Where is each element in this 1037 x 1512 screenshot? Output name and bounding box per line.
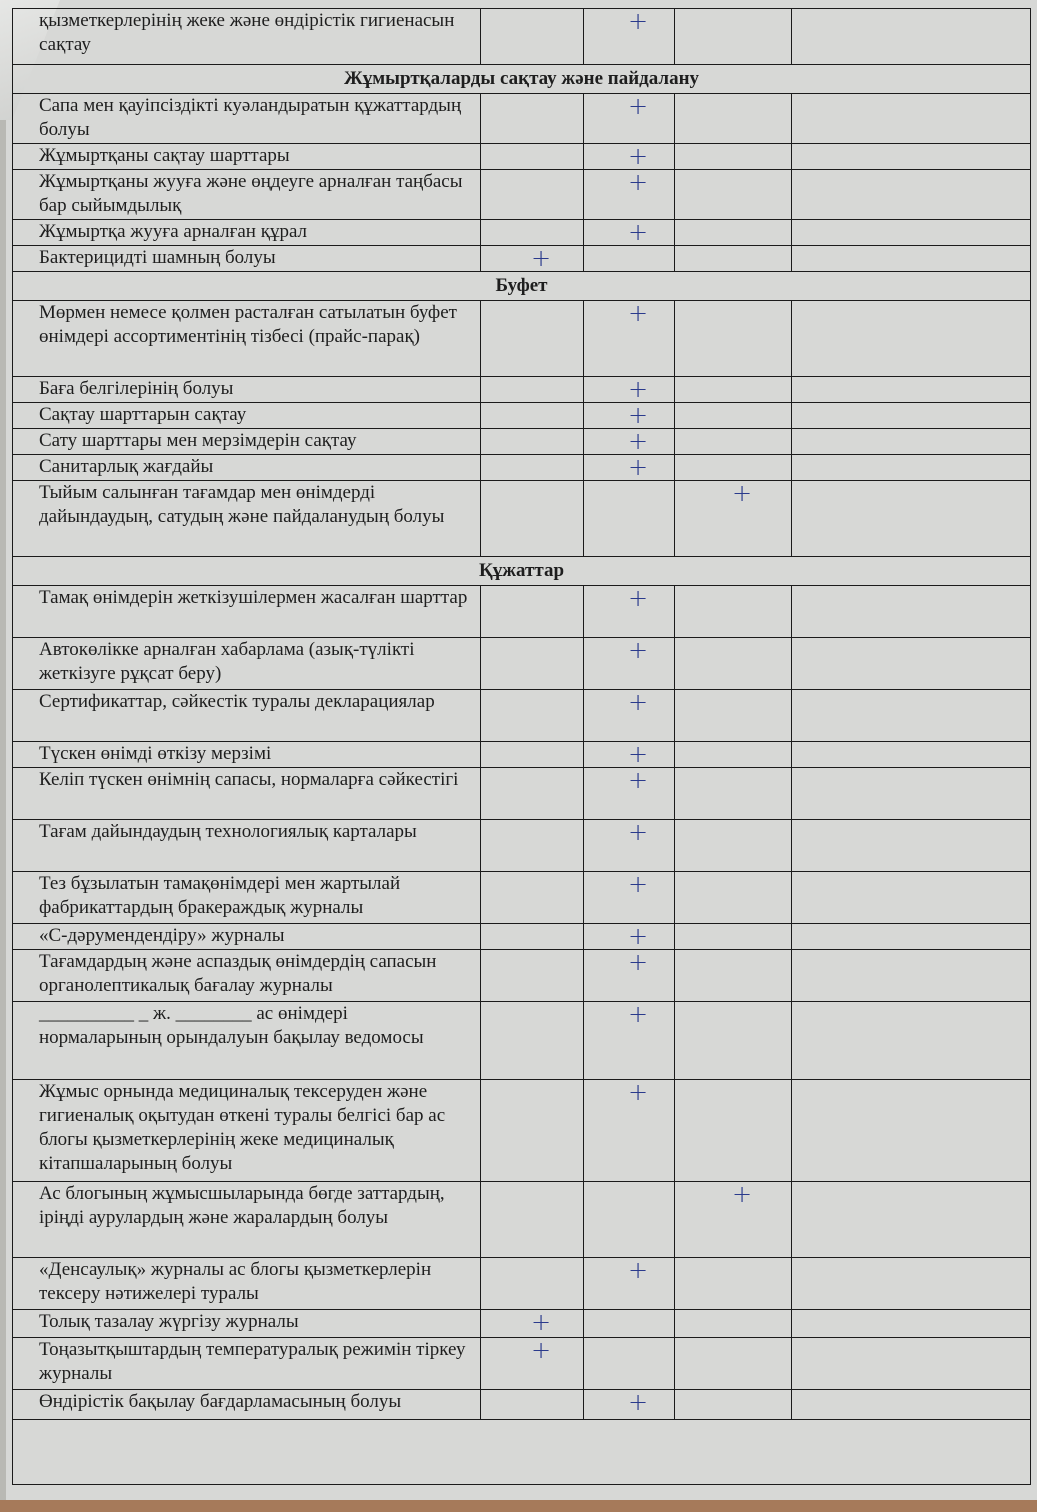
mark-cell-col-4[interactable]: [792, 429, 1031, 455]
table-surface: [0, 1500, 1037, 1512]
mark-cell-col-3[interactable]: [675, 1390, 792, 1420]
mark-cell-col-2[interactable]: [584, 1002, 675, 1080]
plus-mark-icon: +: [627, 299, 649, 327]
criterion-text: Келіп түскен өнімнің сапасы, нормаларға сәйкестігі: [13, 768, 481, 820]
mark-cell-col-2[interactable]: [584, 1390, 675, 1420]
checklist-body: [13, 9, 1031, 1485]
plus-mark-icon: +: [627, 740, 649, 768]
checklist-row: [13, 94, 1031, 144]
mark-cell-col-1[interactable]: [481, 246, 584, 272]
mark-cell-col-2[interactable]: [584, 1182, 675, 1258]
criterion-text: __________ _ ж. ________ ас өнімдері нормаларының орындалуын бақылау ведомосы: [13, 1002, 481, 1080]
mark-cell-col-3[interactable]: [675, 1310, 792, 1338]
mark-cell-col-2[interactable]: [584, 924, 675, 950]
section-header: [13, 557, 1031, 586]
mark-cell-col-1[interactable]: [481, 1002, 584, 1080]
mark-cell-col-2[interactable]: [584, 403, 675, 429]
checklist-row: [13, 872, 1031, 924]
mark-cell-col-4[interactable]: [792, 690, 1031, 742]
criterion-text: Баға белгілерінің болуы: [13, 377, 481, 403]
mark-cell-col-3[interactable]: [675, 950, 792, 1002]
mark-cell-col-1[interactable]: [481, 429, 584, 455]
mark-cell-col-2[interactable]: [584, 1080, 675, 1182]
checklist-row: [13, 1258, 1031, 1310]
plus-mark-icon: +: [731, 479, 753, 507]
mark-cell-col-4[interactable]: [792, 1182, 1031, 1258]
mark-cell-col-2[interactable]: [584, 742, 675, 768]
plus-mark-icon: +: [627, 218, 649, 246]
criterion-text: Тез бұзылатын тамақөнімдері мен жартылай фабрикаттардың бракераждық журналы: [13, 872, 481, 924]
criterion-text: Сақтау шарттарын сақтау: [13, 403, 481, 429]
mark-cell-col-3[interactable]: [675, 924, 792, 950]
plus-mark-icon: +: [530, 1308, 552, 1336]
mark-cell-col-3[interactable]: [675, 455, 792, 481]
mark-cell-col-1[interactable]: [481, 1080, 584, 1182]
criterion-text: Сату шарттары мен мерзімдерін сақтау: [13, 429, 481, 455]
mark-cell-col-4[interactable]: [792, 94, 1031, 144]
criterion-text: қызметкерлерінің жеке және өндірістік гигиенасын сақтау: [13, 9, 481, 65]
mark-cell-col-4[interactable]: [792, 455, 1031, 481]
mark-cell-col-2[interactable]: [584, 94, 675, 144]
plus-mark-icon: +: [627, 584, 649, 612]
mark-cell-col-4[interactable]: [792, 950, 1031, 1002]
mark-cell-col-4[interactable]: [792, 1002, 1031, 1080]
mark-cell-col-3[interactable]: [675, 1080, 792, 1182]
mark-cell-col-1[interactable]: [481, 1338, 584, 1390]
plus-mark-icon: +: [627, 1078, 649, 1106]
mark-cell-col-2[interactable]: [584, 246, 675, 272]
section-header: [13, 65, 1031, 94]
criterion-text: Мөрмен немесе қолмен расталған сатылатын буфет өнімдері ассортиментінің тізбесі (прайс-парақ): [13, 301, 481, 377]
checklist-row: [13, 820, 1031, 872]
mark-cell-col-3[interactable]: [675, 9, 792, 65]
plus-mark-icon: +: [627, 818, 649, 846]
mark-cell-col-4[interactable]: [792, 9, 1031, 65]
mark-cell-col-1[interactable]: [481, 924, 584, 950]
criterion-text: Санитарлық жағдайы: [13, 455, 481, 481]
checklist-row: [13, 301, 1031, 377]
section-header: [13, 272, 1031, 301]
plus-mark-icon: +: [627, 401, 649, 429]
plus-mark-icon: +: [731, 1180, 753, 1208]
plus-mark-icon: +: [627, 1256, 649, 1284]
mark-cell-col-1[interactable]: [481, 220, 584, 246]
mark-cell-col-1[interactable]: [481, 1310, 584, 1338]
checklist-row: [13, 690, 1031, 742]
mark-cell-col-2[interactable]: [584, 220, 675, 246]
plus-mark-icon: +: [627, 427, 649, 455]
mark-cell-col-4[interactable]: [792, 820, 1031, 872]
criterion-text: Жұмыртқаны сақтау шарттары: [13, 144, 481, 170]
mark-cell-col-1[interactable]: [481, 403, 584, 429]
mark-cell-col-3[interactable]: [675, 220, 792, 246]
section-title: Құжаттар: [13, 557, 1031, 586]
mark-cell-col-1[interactable]: [481, 94, 584, 144]
mark-cell-col-4[interactable]: [792, 144, 1031, 170]
mark-cell-col-4[interactable]: [792, 638, 1031, 690]
plus-mark-icon: +: [627, 688, 649, 716]
empty-footer-cell: [13, 1420, 1031, 1485]
checklist-row: [13, 1338, 1031, 1390]
mark-cell-col-2[interactable]: [584, 377, 675, 403]
mark-cell-col-4[interactable]: [792, 1390, 1031, 1420]
criterion-text: «С-дәрумендендіру» журналы: [13, 924, 481, 950]
plus-mark-icon: +: [627, 766, 649, 794]
checklist-row: [13, 950, 1031, 1002]
plus-mark-icon: +: [530, 244, 552, 272]
mark-cell-col-3[interactable]: [675, 1182, 792, 1258]
section-title: Буфет: [13, 272, 1031, 301]
plus-mark-icon: +: [530, 1336, 552, 1364]
criterion-text: Жұмыртқаны жууға және өңдеуге арналған таңбасы бар сыйымдылық: [13, 170, 481, 220]
plus-mark-icon: +: [627, 948, 649, 976]
criterion-text: Тамақ өнімдерін жеткізушілермен жасалған шарттар: [13, 586, 481, 638]
checklist-table: [12, 8, 1031, 1485]
checklist-row: [13, 742, 1031, 768]
checklist-row: [13, 377, 1031, 403]
mark-cell-col-4[interactable]: [792, 170, 1031, 220]
mark-cell-col-3[interactable]: [675, 246, 792, 272]
mark-cell-col-1[interactable]: [481, 1182, 584, 1258]
checklist-row: [13, 246, 1031, 272]
mark-cell-col-1[interactable]: [481, 301, 584, 377]
mark-cell-col-1[interactable]: [481, 820, 584, 872]
empty-footer-row: [13, 1420, 1031, 1485]
criterion-text: Жұмыс орнында медициналық тексеруден және гигиеналық оқытудан өткені туралы белгісі бар ас блогы қызметкерлерінің жеке медициналық кітапшаларының болуы: [13, 1080, 481, 1182]
criterion-text: Өндірістік бақылау бағдарламасының болуы: [13, 1390, 481, 1420]
mark-cell-col-3[interactable]: [675, 690, 792, 742]
criterion-text: Сапа мен қауіпсіздікті куәландыратын құжаттардың болуы: [13, 94, 481, 144]
mark-cell-col-2[interactable]: [584, 301, 675, 377]
criterion-text: Тағам дайындаудың технологиялық карталары: [13, 820, 481, 872]
mark-cell-col-3[interactable]: [675, 170, 792, 220]
mark-cell-col-4[interactable]: [792, 220, 1031, 246]
mark-cell-col-2[interactable]: [584, 638, 675, 690]
checklist-row: [13, 768, 1031, 820]
mark-cell-col-3[interactable]: [675, 1258, 792, 1310]
plus-mark-icon: +: [627, 168, 649, 196]
mark-cell-col-1[interactable]: [481, 1390, 584, 1420]
plus-mark-icon: +: [627, 870, 649, 898]
mark-cell-col-3[interactable]: [675, 872, 792, 924]
mark-cell-col-1[interactable]: [481, 144, 584, 170]
criterion-text: Түскен өнімді өткізу мерзімі: [13, 742, 481, 768]
mark-cell-col-2[interactable]: [584, 690, 675, 742]
checklist-row: [13, 455, 1031, 481]
plus-mark-icon: +: [627, 453, 649, 481]
mark-cell-col-2[interactable]: [584, 820, 675, 872]
mark-cell-col-2[interactable]: [584, 144, 675, 170]
mark-cell-col-1[interactable]: [481, 455, 584, 481]
mark-cell-col-3[interactable]: [675, 94, 792, 144]
plus-mark-icon: +: [627, 375, 649, 403]
mark-cell-col-2[interactable]: [584, 170, 675, 220]
criterion-text: «Денсаулық» журналы ас блогы қызметкерлерін тексеру нәтижелері туралы: [13, 1258, 481, 1310]
mark-cell-col-4[interactable]: [792, 246, 1031, 272]
mark-cell-col-2[interactable]: [584, 1338, 675, 1390]
plus-mark-icon: +: [627, 1000, 649, 1028]
mark-cell-col-2[interactable]: [584, 586, 675, 638]
plus-mark-icon: +: [627, 1388, 649, 1416]
checklist-row: [13, 429, 1031, 455]
mark-cell-col-4[interactable]: [792, 1258, 1031, 1310]
mark-cell-col-4[interactable]: [792, 768, 1031, 820]
mark-cell-col-4[interactable]: [792, 481, 1031, 557]
criterion-text: Тағамдардың және аспаздық өнімдердің сапасын органолептикалық бағалау журналы: [13, 950, 481, 1002]
mark-cell-col-3[interactable]: [675, 144, 792, 170]
mark-cell-col-2[interactable]: [584, 429, 675, 455]
criterion-text: Тоңазытқыштардың температуралық режимін тіркеу журналы: [13, 1338, 481, 1390]
mark-cell-col-2[interactable]: [584, 1310, 675, 1338]
checklist-row: [13, 1390, 1031, 1420]
checklist-row: [13, 481, 1031, 557]
plus-mark-icon: +: [627, 636, 649, 664]
mark-cell-col-4[interactable]: [792, 872, 1031, 924]
checklist-row: [13, 144, 1031, 170]
mark-cell-col-1[interactable]: [481, 377, 584, 403]
checklist-row: [13, 1182, 1031, 1258]
checklist-row: [13, 170, 1031, 220]
mark-cell-col-1[interactable]: [481, 9, 584, 65]
mark-cell-col-3[interactable]: [675, 768, 792, 820]
mark-cell-col-1[interactable]: [481, 690, 584, 742]
criterion-text: Жұмыртқа жууға арналған құрал: [13, 220, 481, 246]
plus-mark-icon: +: [627, 92, 649, 120]
mark-cell-col-3[interactable]: [675, 429, 792, 455]
mark-cell-col-3[interactable]: [675, 820, 792, 872]
mark-cell-col-2[interactable]: [584, 9, 675, 65]
mark-cell-col-4[interactable]: [792, 1338, 1031, 1390]
mark-cell-col-3[interactable]: [675, 638, 792, 690]
mark-cell-col-1[interactable]: [481, 170, 584, 220]
mark-cell-col-2[interactable]: [584, 481, 675, 557]
mark-cell-col-2[interactable]: [584, 950, 675, 1002]
checklist-row: [13, 1002, 1031, 1080]
criterion-text: Ас блогының жұмысшыларында бөгде заттардың, іріңді аурулардың және жаралардың болуы: [13, 1182, 481, 1258]
mark-cell-col-2[interactable]: [584, 1258, 675, 1310]
mark-cell-col-4[interactable]: [792, 1080, 1031, 1182]
mark-cell-col-3[interactable]: [675, 1338, 792, 1390]
mark-cell-col-3[interactable]: [675, 403, 792, 429]
plus-mark-icon: +: [627, 7, 649, 35]
checklist-row: [13, 403, 1031, 429]
mark-cell-col-3[interactable]: [675, 481, 792, 557]
mark-cell-col-1[interactable]: [481, 586, 584, 638]
mark-cell-col-3[interactable]: [675, 377, 792, 403]
mark-cell-col-3[interactable]: [675, 301, 792, 377]
checklist-row: [13, 586, 1031, 638]
mark-cell-col-4[interactable]: [792, 377, 1031, 403]
mark-cell-col-4[interactable]: [792, 403, 1031, 429]
criterion-text: Толық тазалау жүргізу журналы: [13, 1310, 481, 1338]
checklist-row: [13, 638, 1031, 690]
criterion-text: Автокөлікке арналған хабарлама (азық-түлікті жеткізуге рұқсат беру): [13, 638, 481, 690]
plus-mark-icon: +: [627, 922, 649, 950]
mark-cell-col-3[interactable]: [675, 742, 792, 768]
criterion-text: Сертификаттар, сәйкестік туралы декларациялар: [13, 690, 481, 742]
checklist-row: [13, 9, 1031, 65]
mark-cell-col-4[interactable]: [792, 301, 1031, 377]
mark-cell-col-1[interactable]: [481, 638, 584, 690]
mark-cell-col-2[interactable]: [584, 455, 675, 481]
mark-cell-col-4[interactable]: [792, 586, 1031, 638]
mark-cell-col-4[interactable]: [792, 1310, 1031, 1338]
checklist-row: [13, 1310, 1031, 1338]
mark-cell-col-2[interactable]: [584, 768, 675, 820]
mark-cell-col-4[interactable]: [792, 924, 1031, 950]
mark-cell-col-4[interactable]: [792, 742, 1031, 768]
mark-cell-col-3[interactable]: [675, 586, 792, 638]
criterion-text: Тыйым салынған тағамдар мен өнімдерді дайындаудың, сатудың және пайдаланудың болуы: [13, 481, 481, 557]
criterion-text: Бактерицидті шамның болуы: [13, 246, 481, 272]
mark-cell-col-1[interactable]: [481, 950, 584, 1002]
checklist-row: [13, 924, 1031, 950]
mark-cell-col-3[interactable]: [675, 1002, 792, 1080]
mark-cell-col-1[interactable]: [481, 1258, 584, 1310]
checklist-row: [13, 1080, 1031, 1182]
checklist-row: [13, 220, 1031, 246]
section-title: Жұмыртқаларды сақтау және пайдалану: [13, 65, 1031, 94]
mark-cell-col-1[interactable]: [481, 872, 584, 924]
mark-cell-col-2[interactable]: [584, 872, 675, 924]
mark-cell-col-1[interactable]: [481, 481, 584, 557]
mark-cell-col-1[interactable]: [481, 768, 584, 820]
mark-cell-col-1[interactable]: [481, 742, 584, 768]
plus-mark-icon: +: [627, 142, 649, 170]
